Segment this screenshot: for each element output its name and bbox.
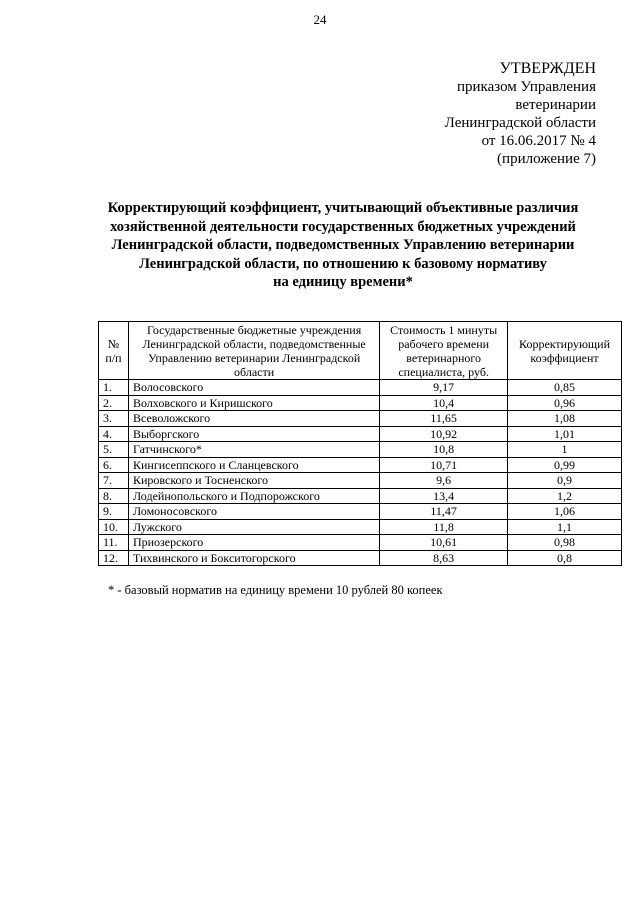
heading-line: Ленинградской области, подведомственных Управлению ветеринарии	[111, 237, 575, 253]
coefficient-value: 1,06	[508, 504, 622, 520]
row-number: 2.	[99, 395, 129, 411]
row-number: 6.	[99, 457, 129, 473]
table-row	[99, 504, 622, 520]
table-row	[99, 519, 622, 535]
institution-name: Гатчинского*	[128, 442, 379, 458]
institution-name: Волосовского	[128, 380, 379, 396]
approval-date: от 16.06.2017 № 4	[481, 133, 596, 149]
table-header-row	[99, 322, 622, 380]
coefficient-value: 0,8	[508, 550, 622, 566]
table-body	[99, 380, 622, 566]
coefficient-value: 1,1	[508, 519, 622, 535]
table-row	[99, 395, 622, 411]
cost-value: 10,61	[380, 535, 508, 551]
cost-value: 9,6	[380, 473, 508, 489]
approval-block	[445, 60, 596, 168]
document-heading	[90, 199, 596, 292]
cost-value: 10,8	[380, 442, 508, 458]
row-number: 12.	[99, 550, 129, 566]
coefficient-value: 1,2	[508, 488, 622, 504]
table-row	[99, 411, 622, 427]
cost-value: 11,65	[380, 411, 508, 427]
cost-value: 10,92	[380, 426, 508, 442]
heading-line: Ленинградской области, по отношению к базовому нормативу	[139, 255, 547, 272]
row-number: 11.	[99, 535, 129, 551]
footnote: * - базовый норматив на единицу времени 10 рублей 80 копеек	[108, 583, 443, 597]
institution-name: Лодейнопольского и Подпорожского	[128, 488, 379, 504]
row-number: 3.	[99, 411, 129, 427]
approval-line: ветеринарии	[515, 97, 596, 113]
row-number: 7.	[99, 473, 129, 489]
institution-name: Кингисеппского и Сланцевского	[128, 457, 379, 473]
cost-value: 11,47	[380, 504, 508, 520]
coefficient-value: 1	[508, 442, 622, 458]
institution-name: Волховского и Киришского	[128, 395, 379, 411]
header-num: № п/п	[99, 322, 129, 380]
institution-name: Кировского и Тосненского	[128, 473, 379, 489]
cost-value: 13,4	[380, 488, 508, 504]
coefficient-value: 0,9	[508, 473, 622, 489]
header-coefficient: Корректирующий коэффициент	[508, 322, 622, 380]
coefficient-value: 1,08	[508, 411, 622, 427]
coefficient-value: 0,96	[508, 395, 622, 411]
row-number: 5.	[99, 442, 129, 458]
table-row	[99, 535, 622, 551]
approval-line: приказом Управления	[456, 79, 596, 95]
row-number: 10.	[99, 519, 129, 535]
coefficient-value: 0,85	[508, 380, 622, 396]
header-institution: Государственные бюджетные учреждения Ленинградской области, подведомственные Управлению ветеринарии Ленинградской области	[128, 322, 379, 380]
coefficient-table	[98, 321, 622, 566]
institution-name: Лужского	[128, 519, 379, 535]
table-row	[99, 426, 622, 442]
page-number: 24	[313, 12, 327, 27]
approval-appendix: (приложение 7)	[497, 151, 596, 167]
coefficient-value: 1,01	[508, 426, 622, 442]
row-number: 4.	[99, 426, 129, 442]
cost-value: 8,63	[380, 550, 508, 566]
header-cost: Стоимость 1 минуты рабочего времени ветеринарного специалиста, руб.	[380, 322, 508, 380]
institution-name: Всеволожского	[128, 411, 379, 427]
heading-line: на единицу времени*	[273, 274, 413, 290]
heading-line: хозяйственной деятельности государственных бюджетных учреждений	[110, 218, 576, 235]
row-number: 8.	[99, 488, 129, 504]
cost-value: 10,4	[380, 395, 508, 411]
institution-name: Выборгского	[128, 426, 379, 442]
table-row	[99, 488, 622, 504]
approval-line: Ленинградской области	[444, 115, 596, 131]
table-row	[99, 442, 622, 458]
cost-value: 10,71	[380, 457, 508, 473]
table-row	[99, 550, 622, 566]
coefficient-value: 0,98	[508, 535, 622, 551]
table-row	[99, 457, 622, 473]
institution-name: Ломоносовского	[128, 504, 379, 520]
table-row	[99, 380, 622, 396]
cost-value: 11,8	[380, 519, 508, 535]
heading-line: Корректирующий коэффициент, учитывающий объективные различия	[107, 200, 579, 216]
approval-title: УТВЕРЖДЕН	[499, 60, 596, 77]
row-number: 1.	[99, 380, 129, 396]
row-number: 9.	[99, 504, 129, 520]
table-row	[99, 473, 622, 489]
institution-name: Приозерского	[128, 535, 379, 551]
institution-name: Тихвинского и Бокситогорского	[128, 550, 379, 566]
cost-value: 9,17	[380, 380, 508, 396]
coefficient-value: 0,99	[508, 457, 622, 473]
